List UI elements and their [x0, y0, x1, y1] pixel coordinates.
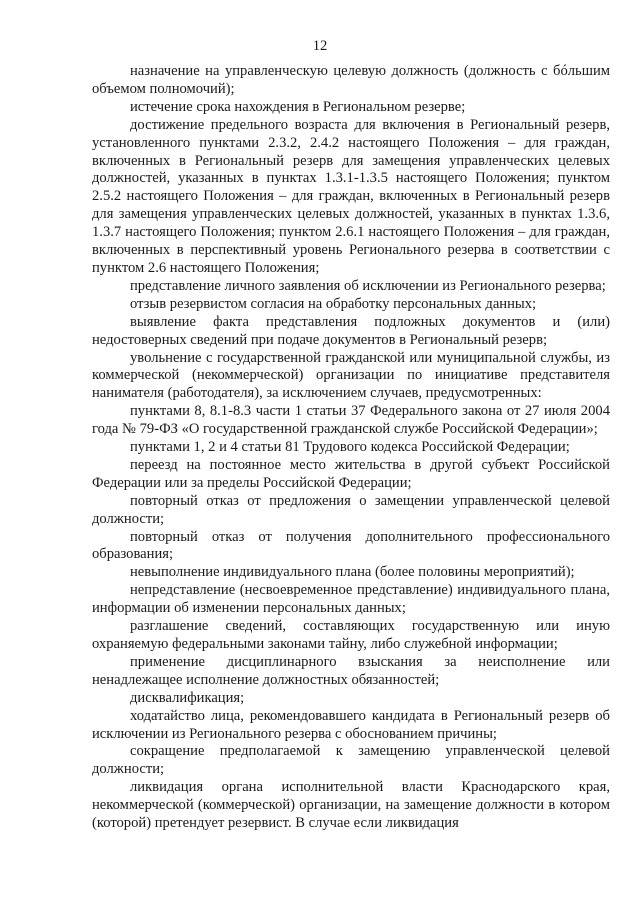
paragraph: пунктами 1, 2 и 4 статьи 81 Трудового кодекса Российской Федерации; [130, 439, 570, 456]
paragraph: применение дисциплинарного взыскания за неисполнение или ненадлежащее исполнение должностных обязанностей; [92, 653, 610, 688]
paragraph: ходатайство лица, рекомендовавшего кандидата в Региональный резерв об исключении из Регионального резерва с обоснованием причины; [92, 707, 610, 742]
paragraph: ликвидация органа исполнительной власти Краснодарского края, некоммерческой (коммерческой) организации, на замещение должности в котором (которой) претендует резервист. В случае если ликвидация [92, 779, 610, 832]
document-body [92, 63, 610, 833]
page-number: 12 [312, 38, 328, 54]
paragraph: повторный отказ от предложения о замещении управленческой целевой должности; [92, 492, 610, 527]
paragraph: переезд на постоянное место жительства в другой субъект Российской Федерации или за пределы Российской Федерации; [92, 456, 610, 491]
paragraph: непредставление (несвоевременное представление) индивидуального плана, информации об изменении персональных данных; [92, 582, 610, 617]
paragraph: увольнение с государственной гражданской или муниципальной службы, из коммерческой (некоммерческой) организации по инициативе представителя нанимателя (работодателя), за исключением случаев, предусмотренных: [92, 349, 610, 402]
paragraph: назначение на управленческую целевую должность (должность с бóльшим объемом полномочий); [92, 63, 610, 97]
paragraph: отзыв резервистом согласия на обработку персональных данных; [130, 295, 537, 312]
paragraph: дисквалификация; [130, 689, 245, 706]
paragraph: повторный отказ от получения дополнительного профессионального образования; [92, 528, 610, 563]
paragraph: истечение срока нахождения в Региональном резерве; [130, 98, 466, 115]
paragraph: представление личного заявления об исключении из Регионального резерва; [130, 277, 606, 294]
paragraph: невыполнение индивидуального плана (более половины мероприятий); [130, 564, 575, 581]
paragraph: сокращение предполагаемой к замещению управленческой целевой должности; [92, 743, 610, 778]
paragraph: пунктами 8, 8.1-8.3 части 1 статьи 37 Федерального закона от 27 июля 2004 года № 79-ФЗ «О государственной гражданской службе Российской Федерации»; [92, 403, 610, 438]
paragraph: достижение предельного возраста для включения в Региональный резерв, установленного пунктами 2.3.2, 2.4.2 настоящего Положения – для граждан, включенных в Региональный резерв для замещения управленческих целевых должностей, указанных в пунктах 1.3.1-1.3.5 настоящего Положения; пунктом 2.5.2 настоящего Положения – для граждан, включенных в Региональный резерв для замещения управленческих целевых должностей, указанных в пунктах 1.3.6, 1.3.7 настоящего Положения; пунктом 2.6.1 настоящего Положения – для граждан, включенных в перспективный уровень Регионального резерва в соответствии с пунктом 2.6 настоящего Положения; [92, 116, 610, 276]
paragraph: разглашение сведений, составляющих государственную или иную охраняемую федеральными законами тайну, либо служебной информации; [92, 618, 610, 652]
paragraph: выявление факта представления подложных документов и (или) недостоверных сведений при подаче документов в Региональный резерв; [92, 313, 610, 348]
